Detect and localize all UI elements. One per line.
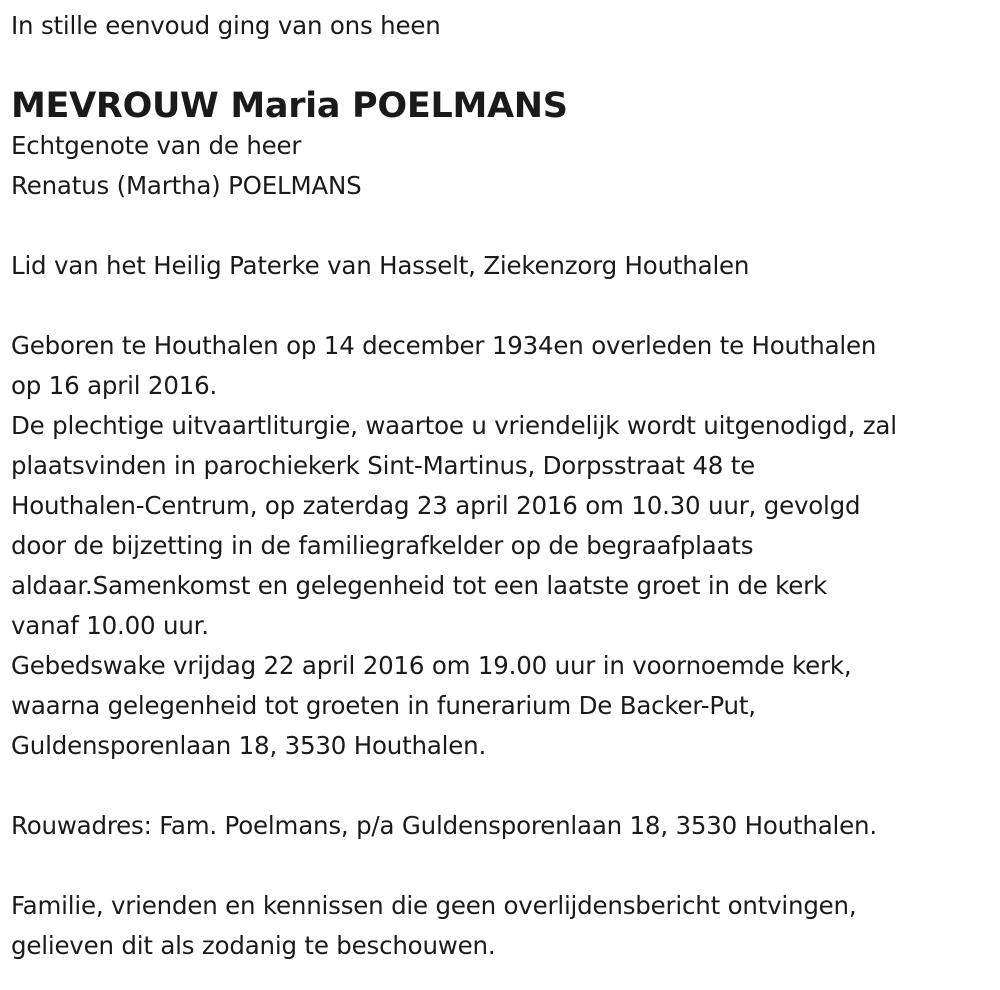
details-line: aldaar.Samenkomst en gelegenheid tot een laatste groet in de kerk [11,571,828,600]
details-line: door de bijzetting in de familiegrafkelder op de begraafplaats [11,531,754,560]
details-line: De plechtige uitvaartliturgie, waartoe u vriendelijk wordt uitgenodigd, zal [11,411,897,440]
spacer [11,766,996,806]
closing-line-1: Familie, vrienden en kennissen die geen overlijdensbericht ontvingen, [11,891,857,920]
details-line: Houthalen-Centrum, op zaterdag 23 april 2016 om 10.30 uur, gevolgd [11,491,861,520]
spouse-line-1: Echtgenote van de heer [11,131,302,160]
spacer [11,846,996,886]
obituary-notice [11,0,996,966]
membership-line: Lid van het Heilig Paterke van Hasselt, Ziekenzorg Houthalen [11,251,750,280]
details-line: Gebedswake vrijdag 22 april 2016 om 19.00 uur in voornoemde kerk, [11,651,852,680]
details-line: waarna gelegenheid tot groeten in funerarium De Backer-Put, [11,691,756,720]
spouse-line-2: Renatus (Martha) POELMANS [11,171,362,200]
closing-line-2: gelieven dit als zodanig te beschouwen. [11,931,496,960]
intro-line: In stille eenvoud ging van ons heen [11,11,441,40]
details-line: Geboren te Houthalen op 14 december 1934en overleden te Houthalen [11,331,877,360]
deceased-name: MEVROUW Maria POELMANS [11,86,568,126]
mourning-address: Rouwadres: Fam. Poelmans, p/a Guldensporenlaan 18, 3530 Houthalen. [11,811,877,840]
details-line: plaatsvinden in parochiekerk Sint-Martinus, Dorpsstraat 48 te [11,451,755,480]
details-line: vanaf 10.00 uur. [11,611,209,640]
spacer [11,206,996,246]
details-line: op 16 april 2016. [11,371,218,400]
details-line: Guldensporenlaan 18, 3530 Houthalen. [11,731,487,760]
spacer [11,286,996,326]
